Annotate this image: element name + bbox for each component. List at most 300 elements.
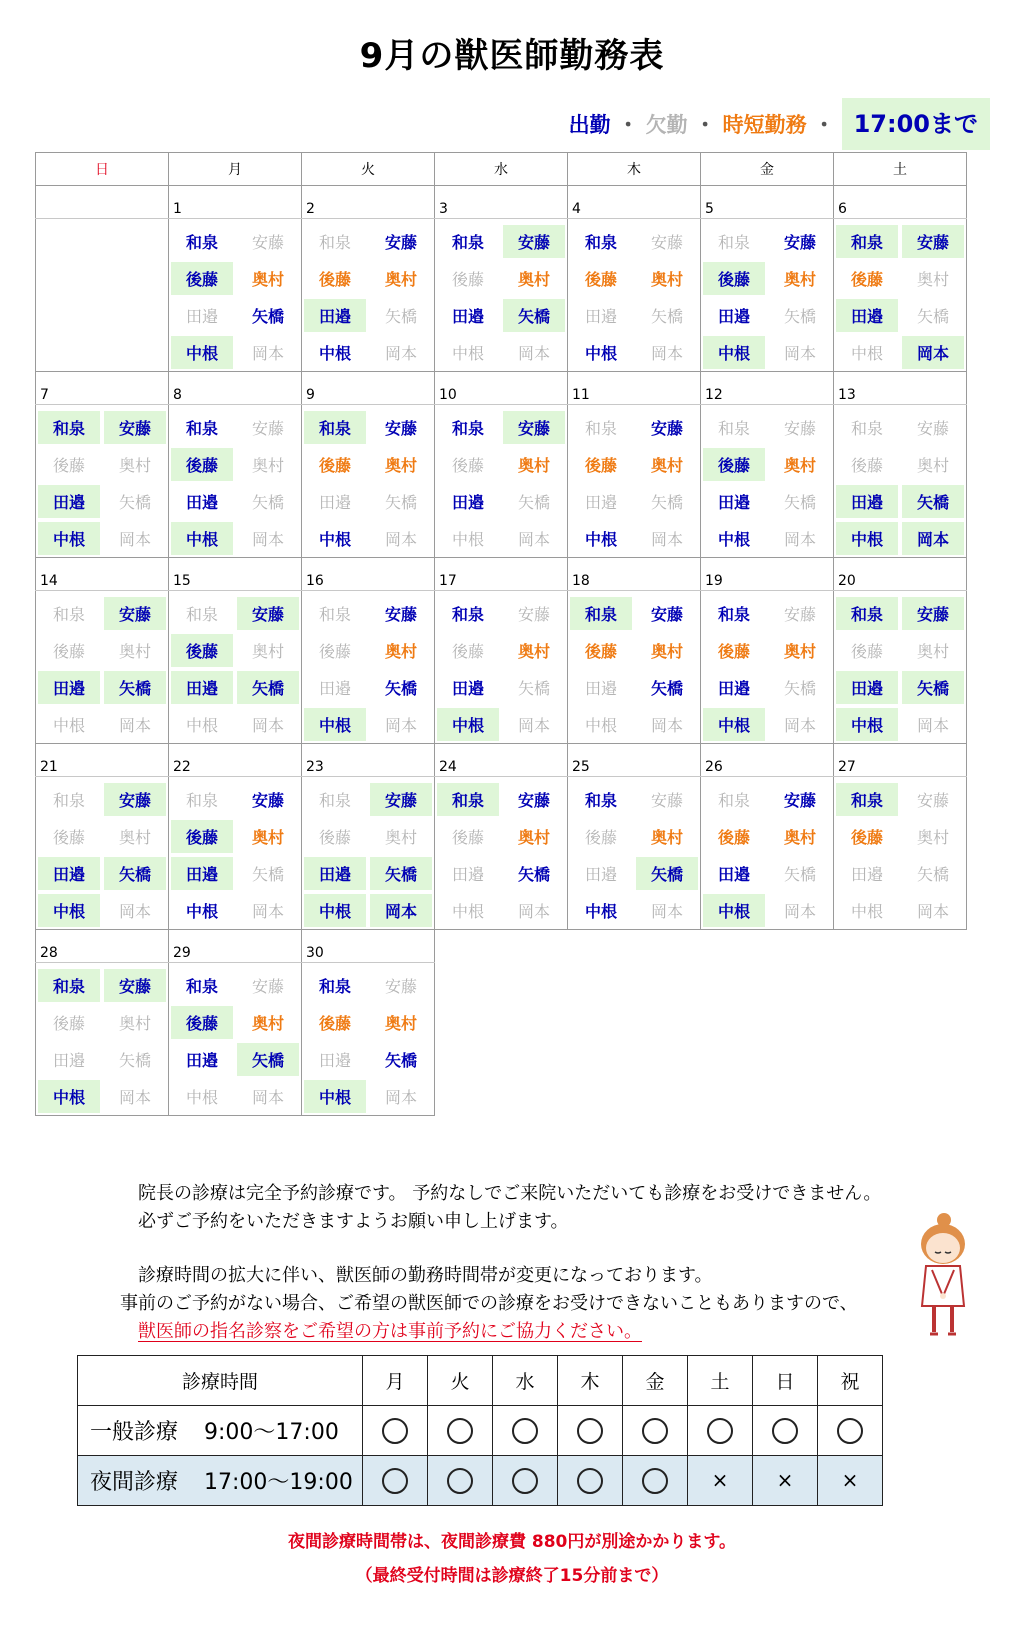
closed-mark	[818, 1456, 883, 1506]
open-mark-icon	[623, 1406, 688, 1456]
day-number: 1	[169, 186, 302, 219]
empty-day	[36, 219, 169, 372]
vet-grid	[435, 595, 567, 743]
vet-name: 安藤	[251, 977, 284, 996]
notice-line: 院長の診療は完全予約診療です。 予約なしでご来院いただいても診療をお受けできません。	[138, 1183, 882, 1204]
day-number: 30	[302, 930, 435, 963]
vet-name: 安藤	[384, 419, 417, 438]
notice-line: 診療時間の拡大に伴い、獣医師の勤務時間帯が変更になっております。	[138, 1265, 713, 1286]
weekday-label: 土	[834, 153, 967, 186]
vet-name: 後藤	[318, 828, 351, 847]
vet-name: 安藤	[902, 225, 964, 258]
open-mark-icon	[623, 1456, 688, 1506]
day-number: 4	[568, 186, 701, 219]
vet-name: 岡本	[251, 1088, 284, 1107]
vet-name: 田邉	[717, 307, 750, 326]
vet-name: 矢橋	[384, 679, 417, 698]
vet-grid	[435, 409, 567, 557]
vet-grid	[169, 781, 301, 929]
day-number: 11	[568, 372, 701, 405]
vet-name: 中根	[38, 522, 100, 555]
vet-name: 奥村	[118, 456, 151, 475]
hours-day-label: 木	[558, 1356, 623, 1406]
vet-name: 中根	[304, 1080, 366, 1113]
vet-name: 岡本	[251, 344, 284, 363]
vet-name: 中根	[703, 336, 765, 369]
page-title: 9月の獣医師勤務表	[359, 36, 665, 76]
vet-grid	[435, 223, 567, 371]
cross-mark: ×	[841, 1468, 859, 1492]
vet-name: 中根	[318, 530, 351, 549]
vet-name: 矢橋	[783, 865, 816, 884]
vet-name: 後藤	[850, 456, 883, 475]
hours-header-row	[78, 1356, 883, 1406]
vet-name: 奥村	[916, 828, 949, 847]
closed-mark	[753, 1456, 818, 1506]
service-time: 9:00〜17:00	[204, 1420, 339, 1445]
vet-name: 岡本	[251, 530, 284, 549]
empty-day	[435, 963, 568, 1116]
vet-name: 後藤	[318, 642, 351, 661]
circle-icon	[707, 1418, 733, 1444]
vet-name: 岡本	[384, 530, 417, 549]
day-number: 3	[435, 186, 568, 219]
vet-name: 中根	[185, 902, 218, 921]
day-number: 12	[701, 372, 834, 405]
day-cell	[435, 219, 568, 372]
week-schedule	[36, 777, 967, 930]
day-cell	[568, 405, 701, 558]
vet-name: 田邉	[836, 299, 898, 332]
day-number: 15	[169, 558, 302, 591]
day-cell	[302, 219, 435, 372]
vet-name: 奥村	[517, 642, 550, 661]
vet-name: 矢橋	[370, 857, 432, 890]
vet-name: 矢橋	[650, 493, 683, 512]
vet-name: 安藤	[384, 233, 417, 252]
day-cell	[834, 405, 967, 558]
vet-name: 中根	[584, 902, 617, 921]
vet-name: 岡本	[251, 716, 284, 735]
circle-icon	[512, 1468, 538, 1494]
day-number: 21	[36, 744, 169, 777]
vet-name: 矢橋	[517, 865, 550, 884]
open-mark-icon	[363, 1456, 428, 1506]
vet-name: 和泉	[717, 419, 750, 438]
vet-name: 奥村	[251, 1014, 284, 1033]
vet-grid	[302, 595, 434, 743]
vet-name: 矢橋	[650, 307, 683, 326]
vet-name: 田邉	[38, 671, 100, 704]
vet-grid	[834, 409, 966, 557]
vet-name: 矢橋	[783, 307, 816, 326]
vet-name: 中根	[584, 716, 617, 735]
notice-line: 事前のご予約がない場合、ご希望の獣医師での診療をお受けできないこともありますので、	[120, 1293, 858, 1314]
vet-name: 後藤	[451, 642, 484, 661]
vet-name: 後藤	[318, 456, 351, 475]
vet-name: 中根	[171, 522, 233, 555]
vet-name: 中根	[304, 894, 366, 927]
legend-short: 時短勤務	[722, 113, 807, 137]
vet-name: 田邉	[584, 865, 617, 884]
vet-name: 田邉	[451, 865, 484, 884]
day-cell	[834, 591, 967, 744]
day-number: 10	[435, 372, 568, 405]
vet-name: 田邉	[717, 493, 750, 512]
vet-name: 後藤	[52, 828, 85, 847]
day-number: 9	[302, 372, 435, 405]
vet-name: 奥村	[517, 456, 550, 475]
vet-name: 後藤	[584, 270, 617, 289]
legend-separator: ・	[813, 113, 835, 137]
vet-name: 矢橋	[384, 307, 417, 326]
vet-name: 中根	[52, 716, 85, 735]
vet-name: 矢橋	[104, 671, 166, 704]
day-number: 17	[435, 558, 568, 591]
circle-icon	[577, 1418, 603, 1444]
day-number: 14	[36, 558, 169, 591]
vet-name: 安藤	[251, 791, 284, 810]
vet-name: 矢橋	[104, 857, 166, 890]
legend-separator: ・	[617, 113, 639, 137]
vet-name: 田邉	[171, 857, 233, 890]
vet-name: 中根	[836, 522, 898, 555]
vet-name: 岡本	[650, 344, 683, 363]
vet-name: 安藤	[783, 233, 816, 252]
circle-icon	[382, 1468, 408, 1494]
vet-name: 和泉	[717, 791, 750, 810]
notice-warning: 獣医師の指名診察をご希望の方は事前予約にご協力ください。	[138, 1321, 642, 1342]
week-schedule	[36, 591, 967, 744]
empty-day	[834, 963, 967, 1116]
day-cell	[701, 777, 834, 930]
vet-name: 安藤	[902, 597, 964, 630]
vet-name: 後藤	[584, 828, 617, 847]
weekday-label: 月	[169, 153, 302, 186]
vet-grid	[302, 781, 434, 929]
vet-name: 中根	[703, 894, 765, 927]
day-cell	[169, 777, 302, 930]
week-day-numbers	[36, 930, 967, 963]
hours-table	[77, 1355, 883, 1506]
week-day-numbers	[36, 558, 967, 591]
vet-name: 和泉	[451, 605, 484, 624]
legend-on: 出勤	[568, 113, 611, 137]
vet-name: 和泉	[717, 233, 750, 252]
vet-grid	[834, 223, 966, 371]
vet-grid	[169, 595, 301, 743]
day-number: 6	[834, 186, 967, 219]
day-cell	[302, 591, 435, 744]
day-number: 19	[701, 558, 834, 591]
day-number: 28	[36, 930, 169, 963]
circle-icon	[772, 1418, 798, 1444]
vet-name: 後藤	[451, 270, 484, 289]
vet-name: 安藤	[370, 783, 432, 816]
vet-name: 安藤	[650, 605, 683, 624]
vet-name: 岡本	[118, 902, 151, 921]
vet-name: 和泉	[38, 969, 100, 1002]
vet-grid	[36, 409, 168, 557]
vet-name: 後藤	[171, 1006, 233, 1039]
vet-name: 和泉	[836, 225, 898, 258]
vet-name: 和泉	[185, 419, 218, 438]
vet-name: 田邉	[584, 307, 617, 326]
vet-grid	[568, 595, 700, 743]
vet-name: 奥村	[650, 270, 683, 289]
circle-icon	[447, 1418, 473, 1444]
vet-name: 矢橋	[251, 865, 284, 884]
vet-name: 岡本	[517, 530, 550, 549]
vet-name: 安藤	[384, 605, 417, 624]
vet-name: 岡本	[384, 716, 417, 735]
vet-name: 和泉	[38, 411, 100, 444]
vet-grid	[568, 781, 700, 929]
vet-name: 田邉	[318, 493, 351, 512]
week-day-numbers	[36, 372, 967, 405]
vet-name: 安藤	[517, 791, 550, 810]
vet-name: 奥村	[118, 828, 151, 847]
vet-name: 和泉	[836, 597, 898, 630]
hours-row-label	[78, 1456, 363, 1506]
day-number: 24	[435, 744, 568, 777]
day-number: 5	[701, 186, 834, 219]
empty-day	[834, 930, 967, 963]
vet-name: 奥村	[251, 456, 284, 475]
vet-grid	[36, 781, 168, 929]
vet-name: 和泉	[185, 233, 218, 252]
vet-name: 矢橋	[118, 493, 151, 512]
vet-name: 田邉	[318, 1051, 351, 1070]
vet-name: 田邉	[318, 679, 351, 698]
day-cell	[302, 963, 435, 1116]
hours-day-label: 水	[493, 1356, 558, 1406]
vet-name: 中根	[451, 902, 484, 921]
vet-name: 安藤	[104, 411, 166, 444]
vet-name: 中根	[437, 708, 499, 741]
vet-name: 中根	[185, 716, 218, 735]
vet-grid	[701, 223, 833, 371]
vet-name: 中根	[703, 708, 765, 741]
day-number: 23	[302, 744, 435, 777]
vet-name: 後藤	[703, 448, 765, 481]
vet-name: 和泉	[584, 233, 617, 252]
vet-name: 中根	[584, 344, 617, 363]
vet-name: 奥村	[384, 642, 417, 661]
vet-name: 奥村	[118, 642, 151, 661]
weekday-label: 金	[701, 153, 834, 186]
vet-name: 岡本	[118, 1088, 151, 1107]
vet-name: 中根	[850, 902, 883, 921]
hours-day-label: 金	[623, 1356, 688, 1406]
vet-name: 矢橋	[916, 307, 949, 326]
vet-grid	[568, 223, 700, 371]
night-hours-row	[78, 1456, 883, 1506]
day-number: 16	[302, 558, 435, 591]
vet-name: 和泉	[318, 977, 351, 996]
vet-name: 田邉	[38, 485, 100, 518]
day-cell	[169, 219, 302, 372]
vet-name: 矢橋	[517, 493, 550, 512]
week-day-numbers	[36, 186, 967, 219]
vet-name: 和泉	[185, 605, 218, 624]
vet-name: 奥村	[251, 642, 284, 661]
vet-grid	[36, 595, 168, 743]
circle-icon	[837, 1418, 863, 1444]
vet-name: 和泉	[52, 791, 85, 810]
hours-day-label: 月	[363, 1356, 428, 1406]
vet-name: 奥村	[783, 456, 816, 475]
vet-name: 和泉	[584, 419, 617, 438]
vet-name: 奥村	[384, 456, 417, 475]
vet-name: 矢橋	[636, 857, 698, 890]
vet-name: 後藤	[584, 642, 617, 661]
vet-name: 中根	[451, 344, 484, 363]
open-mark-icon	[753, 1406, 818, 1456]
vet-name: 後藤	[850, 828, 883, 847]
vet-name: 矢橋	[916, 865, 949, 884]
day-number: 13	[834, 372, 967, 405]
vet-name: 岡本	[251, 902, 284, 921]
weekday-header	[36, 153, 967, 186]
open-mark-icon	[818, 1406, 883, 1456]
vet-name: 矢橋	[517, 679, 550, 698]
vet-name: 中根	[451, 530, 484, 549]
day-cell	[36, 405, 169, 558]
vet-name: 和泉	[570, 597, 632, 630]
cross-mark: ×	[711, 1468, 729, 1492]
vet-name: 後藤	[318, 270, 351, 289]
day-cell	[834, 777, 967, 930]
open-mark-icon	[493, 1456, 558, 1506]
hours-day-label: 日	[753, 1356, 818, 1406]
vet-grid	[169, 223, 301, 371]
day-number: 18	[568, 558, 701, 591]
schedule-calendar	[35, 152, 967, 1116]
vet-name: 後藤	[52, 1014, 85, 1033]
vet-name: 和泉	[318, 605, 351, 624]
vet-name: 田邉	[451, 493, 484, 512]
day-cell	[302, 777, 435, 930]
vet-name: 中根	[318, 344, 351, 363]
day-cell	[169, 591, 302, 744]
vet-name: 安藤	[104, 969, 166, 1002]
vet-name: 岡本	[517, 344, 550, 363]
vet-name: 田邉	[717, 865, 750, 884]
vet-name: 後藤	[850, 270, 883, 289]
open-mark-icon	[688, 1406, 753, 1456]
closed-mark	[688, 1456, 753, 1506]
vet-name: 安藤	[783, 605, 816, 624]
day-cell	[169, 963, 302, 1116]
day-cell	[435, 591, 568, 744]
vet-name: 安藤	[251, 419, 284, 438]
legend	[569, 98, 990, 150]
vet-name: 岡本	[783, 344, 816, 363]
vet-name: 奥村	[251, 270, 284, 289]
vet-name: 和泉	[185, 791, 218, 810]
open-mark-icon	[363, 1406, 428, 1456]
day-cell	[834, 219, 967, 372]
vet-name: 奥村	[384, 270, 417, 289]
vet-name: 後藤	[52, 642, 85, 661]
hours-day-label: 土	[688, 1356, 753, 1406]
vet-name: 和泉	[52, 605, 85, 624]
vet-name: 田邉	[451, 679, 484, 698]
day-number: 26	[701, 744, 834, 777]
vet-name: 安藤	[650, 233, 683, 252]
vet-name: 安藤	[104, 597, 166, 630]
week-schedule	[36, 963, 967, 1116]
hours-day-label: 祝	[818, 1356, 883, 1406]
vet-name: 安藤	[517, 605, 550, 624]
vet-name: 中根	[850, 344, 883, 363]
vet-name: 田邉	[717, 679, 750, 698]
day-cell	[568, 777, 701, 930]
vet-name: 和泉	[185, 977, 218, 996]
vet-name: 矢橋	[650, 679, 683, 698]
vet-name: 田邉	[836, 671, 898, 704]
day-cell	[435, 405, 568, 558]
vet-name: 安藤	[650, 791, 683, 810]
legend-separator: ・	[694, 113, 716, 137]
vet-name: 後藤	[451, 828, 484, 847]
vet-name: 安藤	[650, 419, 683, 438]
vet-name: 後藤	[171, 448, 233, 481]
vet-name: 矢橋	[503, 299, 565, 332]
vet-name: 岡本	[783, 902, 816, 921]
vet-name: 安藤	[251, 233, 284, 252]
vet-name: 中根	[836, 708, 898, 741]
day-number: 22	[169, 744, 302, 777]
vet-name: 矢橋	[251, 493, 284, 512]
day-cell	[568, 591, 701, 744]
day-cell	[36, 963, 169, 1116]
circle-icon	[642, 1468, 668, 1494]
vet-name: 安藤	[237, 597, 299, 630]
day-cell	[435, 777, 568, 930]
vet-name: 矢橋	[237, 671, 299, 704]
day-number: 29	[169, 930, 302, 963]
hours-row-label	[78, 1406, 363, 1456]
footer-note	[0, 1525, 1024, 1593]
vet-name: 田邉	[304, 857, 366, 890]
vet-name: 岡本	[118, 716, 151, 735]
vet-grid	[302, 223, 434, 371]
legend-until: 17:00まで	[842, 98, 990, 150]
week-schedule	[36, 219, 967, 372]
vet-name: 安藤	[783, 419, 816, 438]
vet-name: 奥村	[517, 270, 550, 289]
vet-name: 奥村	[916, 642, 949, 661]
vet-name: 奥村	[650, 828, 683, 847]
circle-icon	[577, 1468, 603, 1494]
vet-name: 後藤	[850, 642, 883, 661]
vet-name: 岡本	[650, 902, 683, 921]
vet-name: 岡本	[384, 1088, 417, 1107]
open-mark-icon	[493, 1406, 558, 1456]
vet-name: 後藤	[318, 1014, 351, 1033]
open-mark-icon	[558, 1406, 623, 1456]
vet-name: 岡本	[783, 716, 816, 735]
vet-name: 矢橋	[118, 1051, 151, 1070]
vet-name: 安藤	[783, 791, 816, 810]
vet-name: 安藤	[503, 411, 565, 444]
legend-off: 欠勤	[645, 113, 688, 137]
vet-grid	[701, 595, 833, 743]
vet-name: 奥村	[783, 270, 816, 289]
day-number: 20	[834, 558, 967, 591]
